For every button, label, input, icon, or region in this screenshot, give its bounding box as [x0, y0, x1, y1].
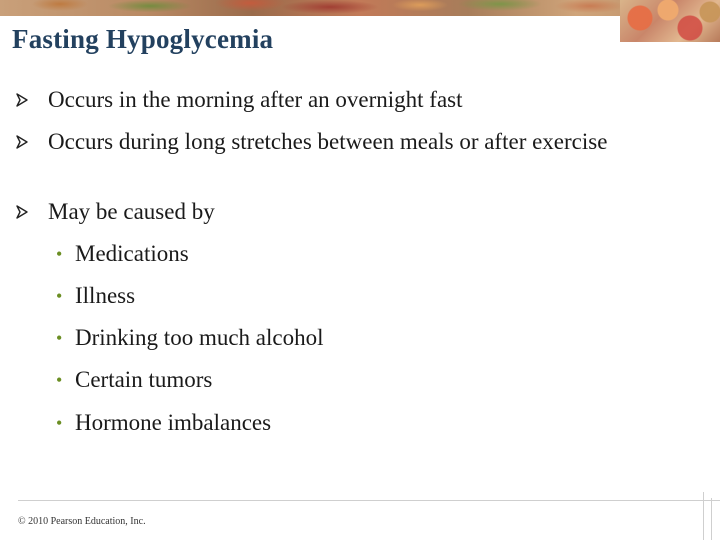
sub-bullet-item: [75, 323, 635, 352]
sub-bullet-item: [75, 408, 635, 437]
dot-bullet-icon: •: [56, 244, 63, 264]
dot-bullet-icon: •: [56, 413, 63, 433]
footer-divider-vertical: [711, 498, 712, 540]
sub-bullet-text: Illness: [75, 283, 136, 308]
sub-bullet-text: Certain tumors: [75, 367, 213, 392]
sub-bullet-item: [75, 365, 635, 394]
slide-title: Fasting Hypoglycemia: [12, 24, 274, 54]
sub-bullet-text: Hormone imbalances: [75, 410, 272, 435]
dot-bullet-icon: •: [56, 286, 63, 306]
bullet-item: [48, 85, 648, 114]
sub-bullet-text: Drinking too much alcohol: [75, 325, 324, 350]
sub-bullet-text: Medications: [75, 241, 189, 266]
copyright-footer: © 2010 Pearson Education, Inc.: [18, 516, 146, 527]
arrowhead-bullet-icon: [15, 135, 29, 149]
footer-divider-vertical: [703, 492, 704, 540]
dot-bullet-icon: •: [56, 370, 63, 390]
sub-bullet-item: [75, 239, 635, 268]
bullet-text: Occurs during long stretches between meals or after exercise: [48, 129, 608, 154]
bullet-text: Occurs in the morning after an overnight fast: [48, 87, 463, 112]
bullet-item: [48, 197, 648, 226]
footer-divider: [18, 500, 720, 501]
sub-bullet-item: [75, 281, 635, 310]
bullet-text: May be caused by: [48, 199, 215, 224]
arrowhead-bullet-icon: [15, 205, 29, 219]
arrowhead-bullet-icon: [15, 93, 29, 107]
dot-bullet-icon: •: [56, 328, 63, 348]
bullet-item: [48, 127, 628, 156]
